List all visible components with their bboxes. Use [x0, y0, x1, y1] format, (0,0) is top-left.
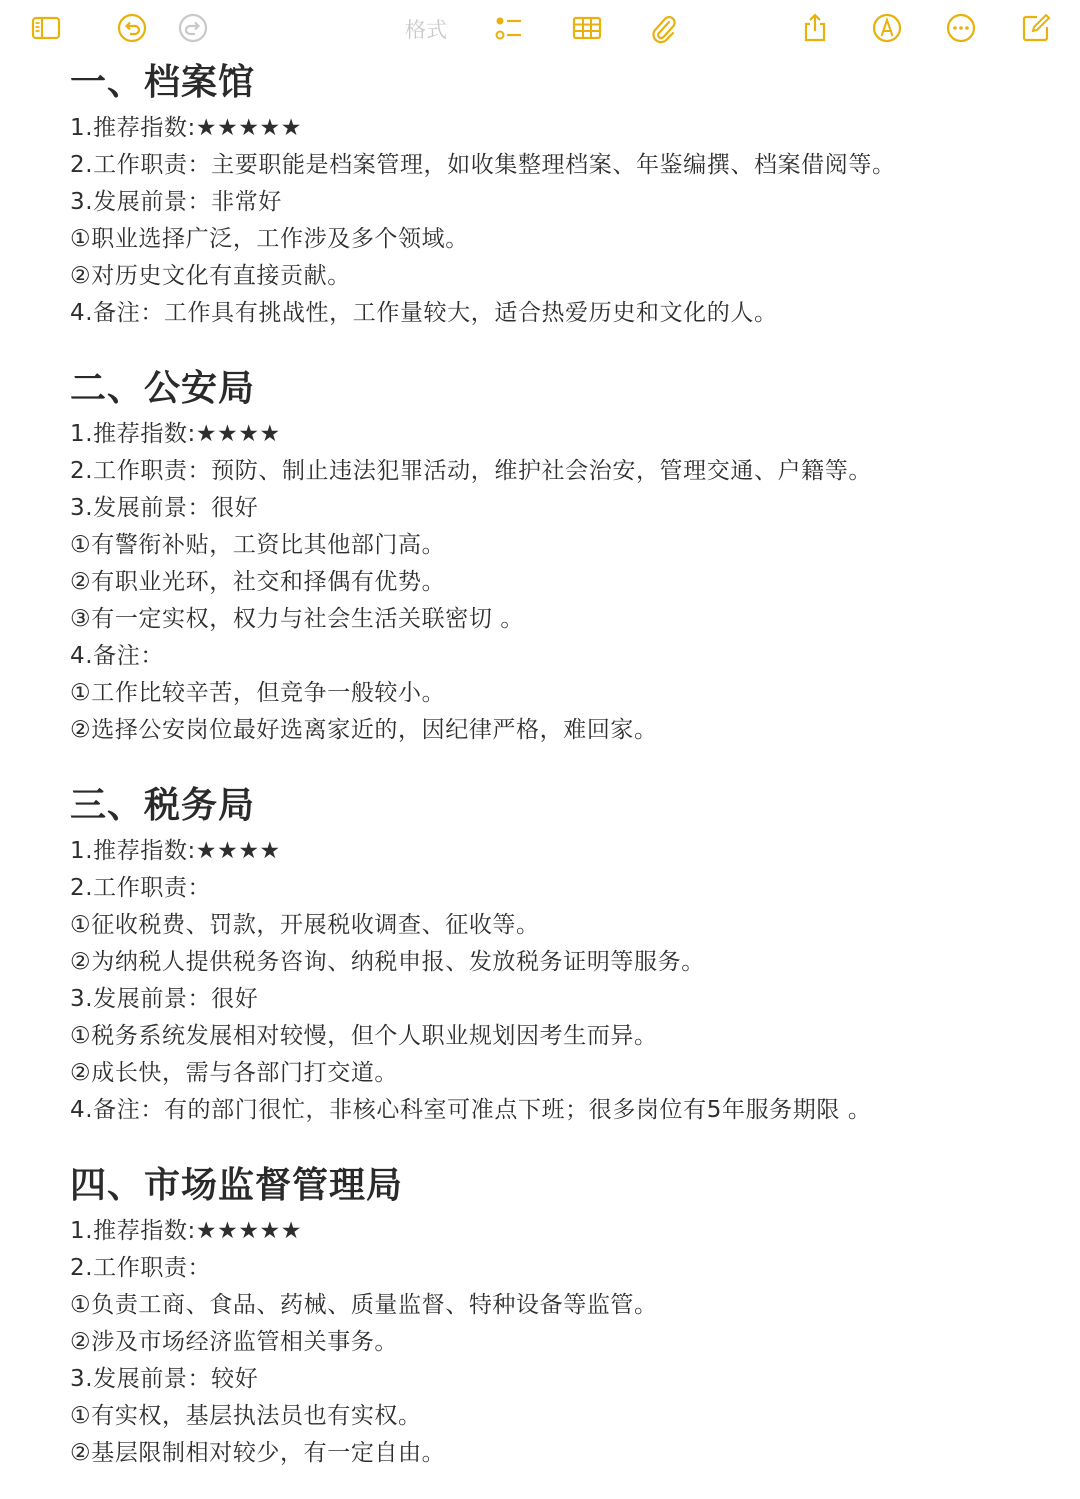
remark-line: 4.备注：: [70, 643, 164, 669]
remark-line: 4.备注：有的部门很忙，非核心科室可准点下班；很多岗位有5年服务期限 。: [70, 1097, 872, 1123]
sidebar-icon[interactable]: [28, 10, 64, 46]
list-item: ①有警衔补贴，工资比其他部门高。: [70, 532, 446, 558]
prospect-line: 3.发展前景：很好: [70, 986, 259, 1012]
section-heading: 三、税务局: [70, 785, 256, 826]
toolbar: [0, 0, 1080, 56]
prospect-line: 3.发展前景：很好: [70, 495, 259, 521]
list-item: ①有实权，基层执法员也有实权。: [70, 1403, 422, 1429]
more-icon[interactable]: [943, 10, 979, 46]
rating-line: 1.推荐指数:★★★★★: [70, 1218, 302, 1244]
section-public-security: [70, 362, 1050, 749]
list-item: ①征收税费、罚款，开展税收调查、征收等。: [70, 912, 540, 938]
list-item: ①负责工商、食品、药械、质量监督、特种设备等监管。: [70, 1292, 658, 1318]
list-item: ①工作比较辛苦，但竞争一般较小。: [70, 680, 446, 706]
list-item: ②涉及市场经济监管相关事务。: [70, 1329, 399, 1355]
list-item: ②成长快，需与各部门打交道。: [70, 1060, 399, 1086]
format-button[interactable]: 格式: [405, 18, 447, 42]
section-archives: [70, 56, 1050, 332]
section-heading: 四、市场监督管理局: [70, 1165, 404, 1206]
section-heading: 一、档案馆: [70, 62, 256, 103]
list-item: ②有职业光环，社交和择偶有优势。: [70, 569, 446, 595]
attachment-icon[interactable]: [645, 10, 681, 46]
checklist-icon[interactable]: [490, 10, 526, 46]
list-item: ②选择公安岗位最好选离家近的，因纪律严格，难回家。: [70, 717, 658, 743]
duty-line: 2.工作职责：: [70, 875, 212, 901]
markup-icon[interactable]: [869, 10, 905, 46]
section-heading: 二、公安局: [70, 368, 256, 409]
list-item: ①职业选择广泛，工作涉及多个领域。: [70, 226, 469, 252]
prospect-line: 3.发展前景：较好: [70, 1366, 259, 1392]
section-tax-bureau: [70, 779, 1050, 1129]
prospect-line: 3.发展前景：非常好: [70, 189, 282, 215]
list-item: ③有一定实权，权力与社会生活关联密切 。: [70, 606, 524, 632]
list-item: ①税务系统发展相对较慢，但个人职业规划因考生而异。: [70, 1023, 658, 1049]
list-item: ②基层限制相对较少，有一定自由。: [70, 1440, 446, 1466]
list-item: ②为纳税人提供税务咨询、纳税申报、发放税务证明等服务。: [70, 949, 705, 975]
compose-icon[interactable]: [1018, 10, 1054, 46]
rating-line: 1.推荐指数:★★★★: [70, 838, 281, 864]
redo-icon[interactable]: [175, 10, 211, 46]
list-item: ②对历史文化有直接贡献。: [70, 263, 351, 289]
duty-line: 2.工作职责：: [70, 1255, 212, 1281]
rating-line: 1.推荐指数:★★★★★: [70, 115, 302, 141]
section-market-supervision: [70, 1159, 1050, 1472]
share-icon[interactable]: [797, 10, 833, 46]
undo-icon[interactable]: [114, 10, 150, 46]
note-body[interactable]: [70, 56, 1050, 1472]
remark-line: 4.备注：工作具有挑战性，工作量较大，适合热爱历史和文化的人。: [70, 300, 778, 326]
duty-line: 2.工作职责：主要职能是档案管理，如收集整理档案、年鉴编撰、档案借阅等。: [70, 152, 896, 178]
rating-line: 1.推荐指数:★★★★: [70, 421, 281, 447]
table-icon[interactable]: [569, 10, 605, 46]
duty-line: 2.工作职责：预防、制止违法犯罪活动，维护社会治安，管理交通、户籍等。: [70, 458, 872, 484]
